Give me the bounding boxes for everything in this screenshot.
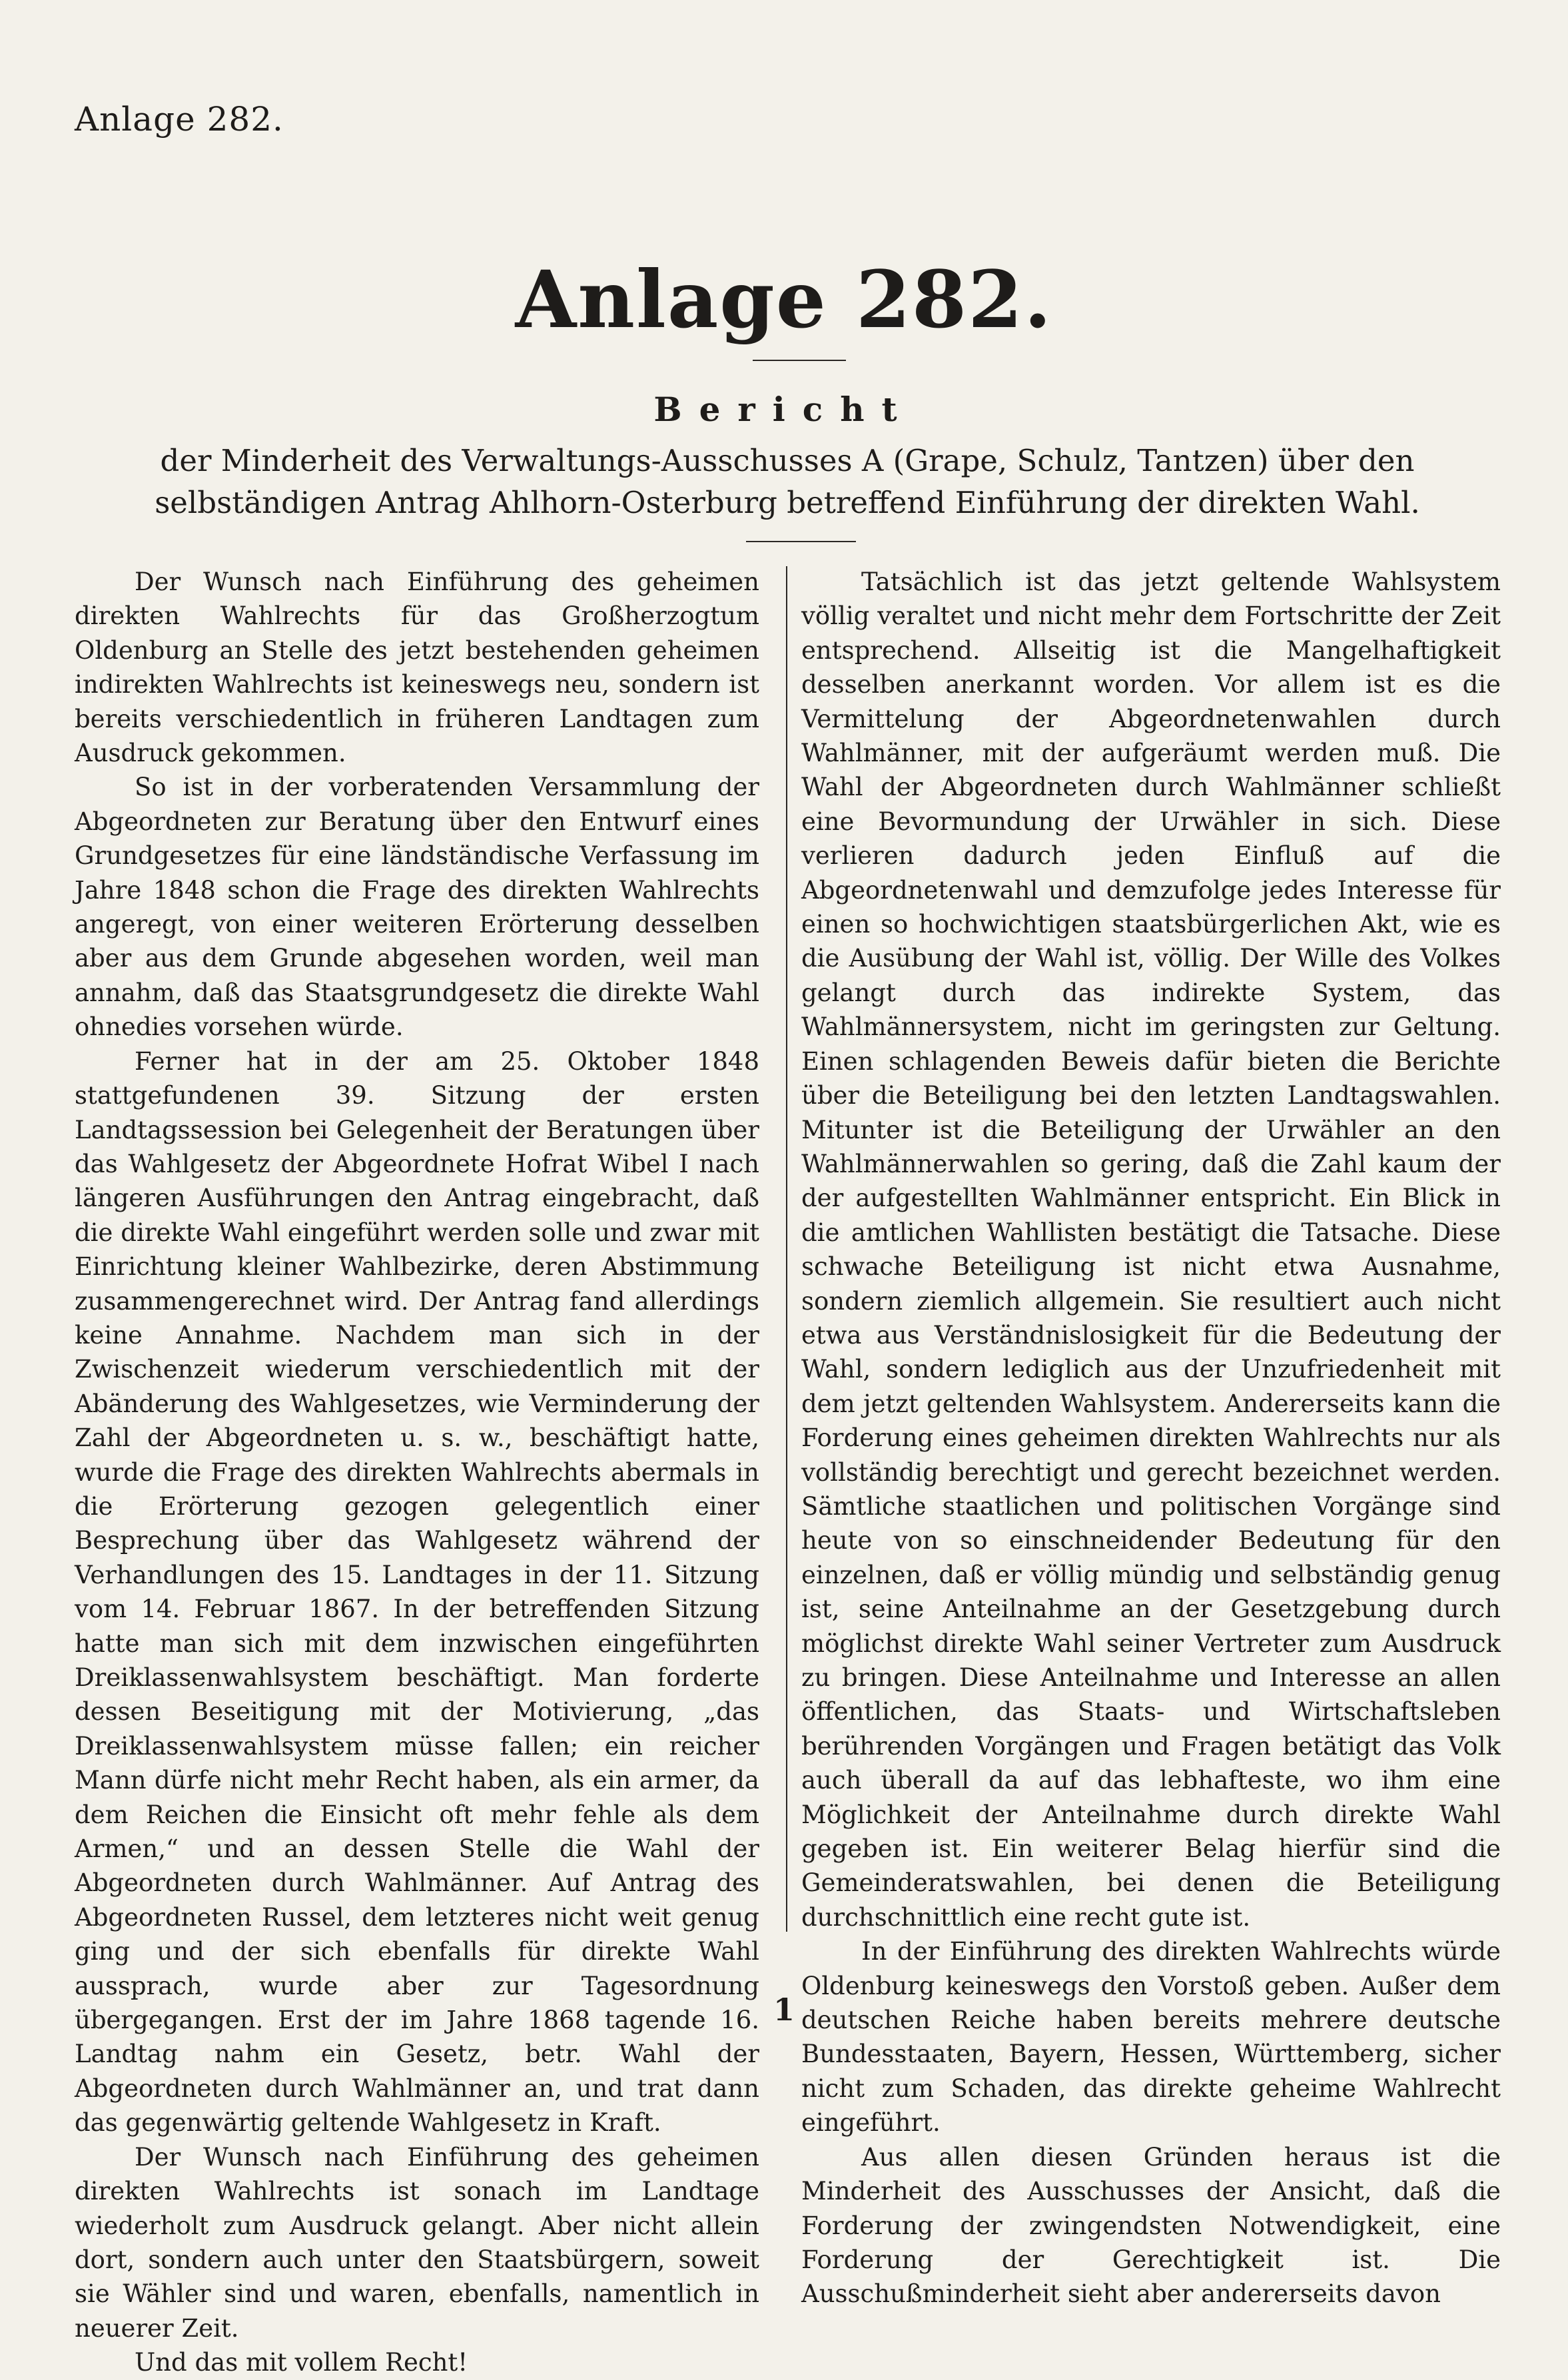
running-head: Anlage 282.: [75, 100, 284, 139]
subtitle-divider: [746, 541, 856, 542]
paragraph: Ferner hat in der am 25. Oktober 1848 stattgefundenen 39. Sitzung der ersten Landtagssession bei Gelegenheit der Beratungen über das Wahlgesetz der Abgeordnete Hofrat Wibel I nach längeren Ausführungen den Antrag eingebracht, daß die direkte Wahl eingeführt werden solle und zwar mit Einrichtung kleiner Wahlbezirke, deren Abstimmung zusammengerechnet wird. Der Antrag fand allerdings keine Annahme. Nachdem man sich in der Zwischenzeit wiederum verschiedentlich mit der Abänderung des Wahlgesetzes, wie Verminderung der Zahl der Abgeordneten u. s. w., beschäftigt hatte, wurde die Frage des direkten Wahlrechts abermals in die Erörterung gezogen gelegentlich einer Besprechung über das Wahlgesetz während der Verhandlungen des 15. Landtages in der 11. Sitzung vom 14. Februar 1867. In der betreffenden Sitzung hatte man sich mit dem inzwischen eingeführten Dreiklassenwahlsystem beschäftigt. Man forderte dessen Beseitigung mit der Motivierung, „das Dreiklassenwahlsystem müsse fallen; ein reicher Mann dürfe nicht mehr Recht haben, als ein armer, da dem Reichen die Einsicht oft mehr fehle als dem Armen,“ und an dessen Stelle die Wahl der Abgeordneten durch Wahlmänner. Auf Antrag des Abgeordneten Russel, dem letzteres nicht weit genug ging und der sich ebenfalls für direkte Wahl aussprach, wurde aber zur Tagesordnung übergegangen. Erst der im Jahre 1868 tagende 16. Landtag nahm ein Gesetz, betr. Wahl der Abgeordneten durch Wahlmänner an, und trat dann das gegenwärtig geltende Wahlgesetz in Kraft.: [75, 1046, 759, 2138]
page-title: Anlage 282.: [515, 253, 1053, 346]
right-column: [801, 565, 1501, 2311]
paragraph: Aus allen diesen Gründen heraus ist die Minderheit des Ausschusses der Ansicht, daß die Forderung der zwingendsten Notwendigkeit, eine Forderung der Gerechtigkeit ist. Die Ausschußminderheit sieht aber andererseits davon: [801, 2142, 1501, 2309]
page-number: 1: [773, 1992, 795, 2028]
report-subtitle: der Minderheit des Verwaltungs-Ausschusses A (Grape, Schulz, Tantzen) über den selbständigen Antrag Ahlhorn-Osterburg betreffend Einführung der direkten Wahl.: [155, 443, 1420, 520]
report-label: Bericht: [653, 390, 915, 429]
paragraph: So ist in der vorberatenden Versammlung der Abgeordneten zur Beratung über den Entwurf eines Grundgesetzes für eine ländständische Verfassung im Jahre 1848 schon die Frage des direkten Wahlrechts angeregt, von einer weiteren Erörterung desselben aber aus dem Grunde abgesehen worden, weil man annahm, daß das Staatsgrundgesetz die direkte Wahl ohnedies vorsehen würde.: [75, 773, 759, 1042]
title-divider: [753, 360, 846, 361]
paragraph: Der Wunsch nach Einführung des geheimen direkten Wahlrechts für das Großherzogtum Oldenburg an Stelle des jetzt bestehenden geheimen indirekten Wahlrechts ist keineswegs neu, sondern ist bereits verschiedentlich in früheren Landtagen zum Ausdruck gekommen.: [75, 568, 759, 768]
paragraph: In der Einführung des direkten Wahlrechts würde Oldenburg keineswegs den Vorstoß geben. Außer dem deutschen Reiche haben bereits mehrere deutsche Bundesstaaten, Bayern, Hessen, Württemberg, sicher nicht zum Schaden, das direkte geheime Wahlrecht eingeführt.: [801, 1937, 1501, 2138]
paragraph: Tatsächlich ist das jetzt geltende Wahlsystem völlig veraltet und nicht mehr dem Fortschritte der Zeit entsprechend. Allseitig ist die Mangelhaftigkeit desselben anerkannt worden. Vor allem ist es die Vermittelung der Abgeordnetenwahlen durch Wahlmänner, mit der aufgeräumt werden muß. Die Wahl der Abgeordneten durch Wahlmänner schließt eine Bevormundung der Urwähler in sich. Diese verlieren dadurch jeden Einfluß auf die Abgeordnetenwahl und demzufolge jedes Interesse für einen so hochwichtigen staatsbürgerlichen Akt, wie es die Ausübung der Wahl ist, völlig. Der Wille des Volkes gelangt durch das indirekte System, das Wahlmännersystem, nicht im geringsten zur Geltung. Einen schlagenden Beweis dafür bieten die Berichte über die Beteiligung bei den letzten Landtagswahlen. Mitunter ist die Beteiligung der Urwähler an den Wahlmännerwahlen so gering, daß die Zahl kaum der der aufgestellten Wahlmänner entspricht. Ein Blick in die amtlichen Wahllisten bestätigt die Tatsache. Diese schwache Beteiligung ist nicht etwa Ausnahme, sondern ziemlich allgemein. Sie resultiert auch nicht etwa aus Verständnislosigkeit für die Bedeutung der Wahl, sondern lediglich aus der Unzufriedenheit mit dem jetzt geltenden Wahlsystem. Andererseits kann die Forderung eines geheimen direkten Wahlrechts nur als vollständig berechtigt und gerecht bezeichnet werden. Sämtliche staatlichen und politischen Vorgänge sind heute von so einschneidender Bedeutung für den einzelnen, daß er völlig mündig und selbständig genug ist, seine Anteilnahme an der Gesetzgebung durch möglichst direkte Wahl seiner Vertreter zum Ausdruck zu bringen. Diese Anteilnahme und Interesse an allen öffentlichen, das Staats- und Wirtschaftsleben berührenden Vorgängen und Fragen betätigt das Volk auch überall da auf das lebhafteste, wo ihm eine Möglichkeit der Anteilnahme durch direkte Wahl gegeben ist. Ein weiterer Belag hierfür sind die Gemeinderatswahlen, bei denen die Beteiligung durchschnittlich eine recht gute ist.: [801, 568, 1501, 1932]
column-divider: [786, 566, 787, 1932]
paragraph: Und das mit vollem Recht!: [135, 2348, 468, 2377]
paragraph: Der Wunsch nach Einführung des geheimen direkten Wahlrechts ist sonach im Landtage wiederholt zum Ausdruck gelangt. Aber nicht allein dort, sondern auch unter den Staatsbürgern, soweit sie Wähler sind und waren, ebenfalls, namentlich in neuerer Zeit.: [75, 2142, 759, 2343]
left-column: [75, 565, 759, 2380]
